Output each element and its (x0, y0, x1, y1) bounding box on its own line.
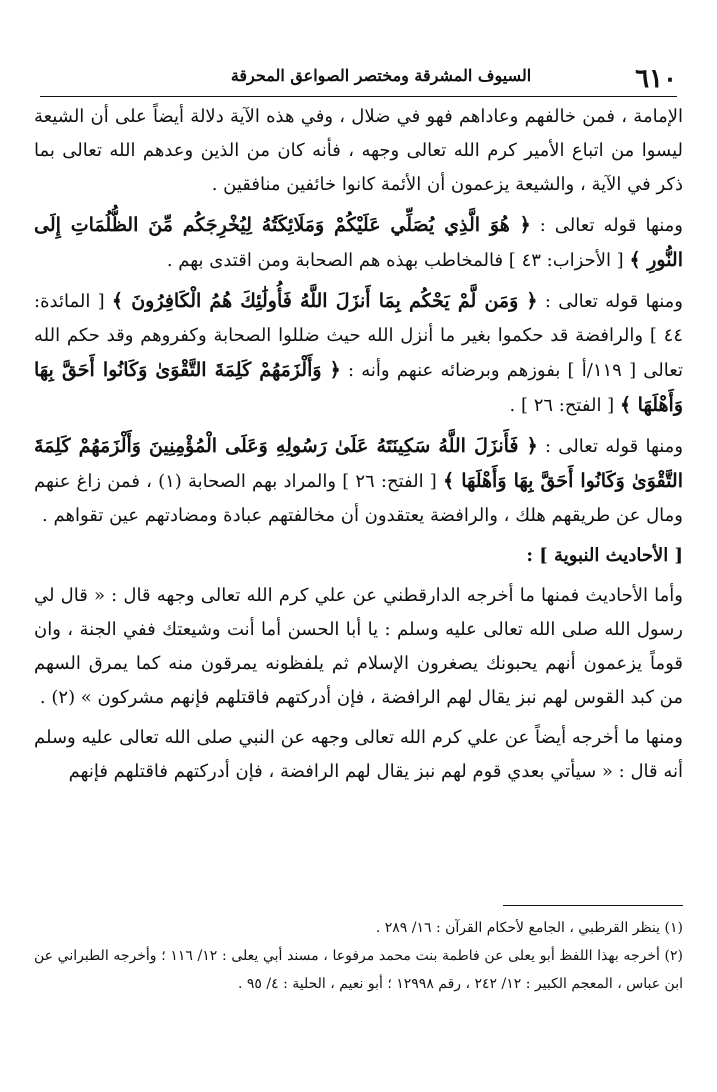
paragraph-intro: ومنها قوله تعالى : (544, 291, 683, 312)
paragraph-text: [ المائدة: ٤٤ ] والرافضة قد حكموا بغير ما أنزل الله حيث ضللوا الصحابة وكفروهم وقد حكم الله تعالى [ ١١٩/أ ] بفوزهم وبرضائه عنهم وأنه : (34, 291, 683, 381)
paragraph (34, 284, 683, 423)
paragraph: ومنها ما أخرجه أيضاً عن علي كرم الله تعالى وجهه عن النبي صلى الله تعالى عليه وسلم أنه قال : « سيأتي بعدي قوم لهم نبز يقال لهم الرافضة ، فإن أدركتهم فاقتلهم فإنهم (34, 727, 683, 782)
quran-verse: ﴿ هُوَ الَّذِي يُصَلِّي عَلَيْكُمْ وَمَلَائِكَتُهُ لِيُخْرِجَكُم مِّنَ الظُّلُمَاتِ إِلَى النُّورِ ﴾ (34, 214, 683, 271)
paragraph (34, 208, 683, 278)
footnote: (١) ينظر القرطبي ، الجامع لأحكام القرآن : ١٦/ ٢٨٩ . (375, 920, 683, 936)
footnote: (٢) أخرجه بهذا اللفظ أبو يعلى عن فاطمة بنت محمد مرفوعا ، مسند أبي يعلى : ١٢/ ١١٦ ؛ وأخرجه الطبراني عن ابن عباس ، المعجم الكبير : ١٢/ ٢٤٢ ، رقم ١٢٩٩٨ ؛ أبو نعيم ، الحلية : ٤/ ٩٥ . (34, 948, 683, 992)
paragraph-intro: ومنها قوله تعالى : (545, 436, 684, 457)
footnote-divider (503, 905, 683, 906)
running-title: السيوف المشرقة ومختصر الصواعق المحرقة (230, 66, 532, 85)
paragraph (34, 429, 683, 533)
footnotes (34, 905, 683, 998)
paragraph: الإمامة ، فمن خالفهم وعاداهم فهو في ضلال ، وفي هذه الآية دلالة أيضاً على أن الشيعة ليسوا من اتباع الأمير كرم الله تعالى وجهه ، فأنه كان من الذين وعدهم الله تعالى بما ذكر في الآية ، والشيعة يزعمون أن الأئمة كانوا خائفين منافقين . (34, 106, 683, 195)
page-number: ٦١٠ (635, 64, 677, 94)
page-header (40, 62, 677, 97)
paragraph-text: [ الأحزاب: ٤٣ ] فالمخاطب بهذه هم الصحابة ومن اقتدى بهم . (166, 250, 624, 271)
paragraph-text: [ الفتح: ٢٦ ] . (509, 395, 615, 416)
paragraph: وأما الأحاديث فمنها ما أخرجه الدارقطني عن علي كرم الله تعالى وجهه قال : « قال لي رسول الله صلى الله تعالى عليه وسلم : يا أبا الحسن أما أنت وشيعتك ففي الجنة ، وان قوماً يزعمون أنهم يحبونك يصغرون الإسلام ثم يلفظونه يمرقون منه كما يمرق السهم من كبد القوس لهم نبز يقال لهم الرافضة ، فإن أدركتهم فاقتلهم فإنهم مشركون » (٢) . (34, 585, 683, 708)
quran-verse: ﴿ وَأَلْزَمَهُمْ كَلِمَةَ التَّقْوَىٰ وَكَانُوا أَحَقَّ بِهَا وَأَهْلَهَا ﴾ (34, 359, 683, 416)
main-text (34, 100, 683, 795)
quran-verse: ﴿ فَأَنزَلَ اللَّهُ سَكِينَتَهُ عَلَىٰ رَسُولِهِ وَعَلَى الْمُؤْمِنِينَ وَأَلْزَمَهُمْ كَلِمَةَ التَّقْوَىٰ وَكَانُوا أَحَقَّ بِهَا وَأَهْلَهَا ﴾ (34, 435, 683, 492)
quran-verse: ﴿ وَمَن لَّمْ يَحْكُم بِمَا أَنزَلَ اللَّهُ فَأُولَٰئِكَ هُمُ الْكَافِرُونَ ﴾ (111, 290, 538, 312)
section-heading: [ الأحاديث النبوية ] : (526, 545, 683, 566)
paragraph-text: [ الفتح: ٢٦ ] والمراد بهم الصحابة (١) ، فمن زاغ عنهم ومال عن طريقهم هلك ، والرافضة يعتقدون أن مخالفتهم عبادة ومضادتهم عين تقواهم . (34, 471, 683, 526)
paragraph-intro: ومنها قوله تعالى : (539, 215, 684, 236)
